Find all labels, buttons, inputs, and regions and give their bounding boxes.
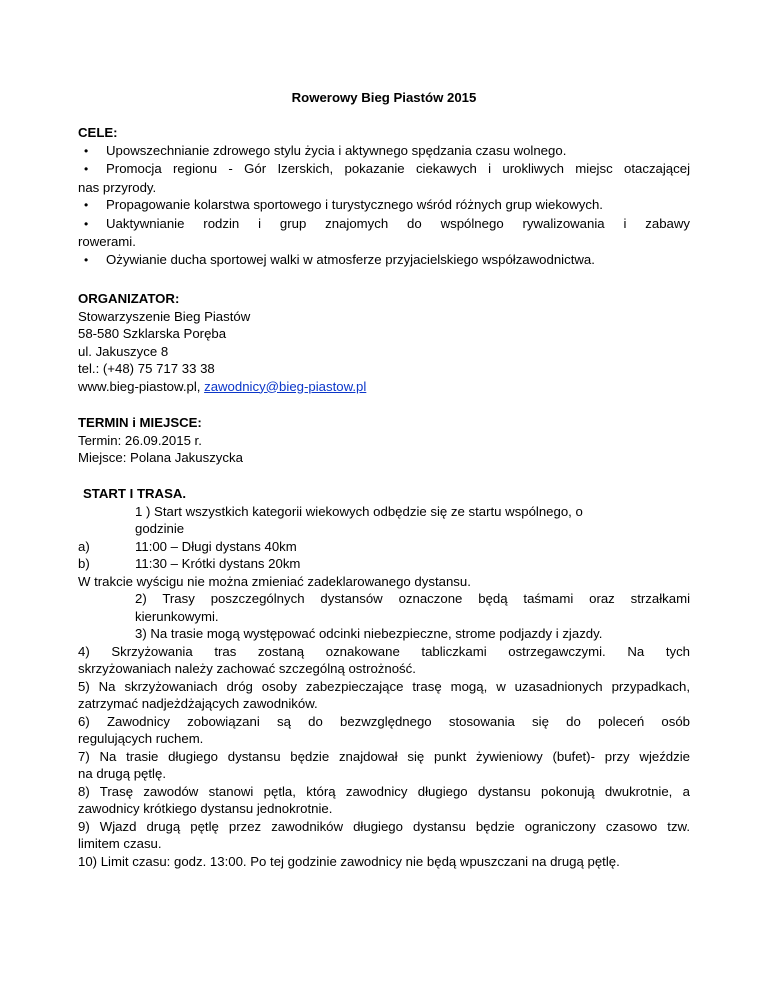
- list-item: [78, 160, 690, 179]
- list-item: [78, 196, 690, 215]
- bullet-icon: [78, 215, 106, 234]
- list-item: [78, 251, 690, 270]
- list-item-text: Propagowanie kolarstwa sportowego i turystycznego wśród różnych grup wiekowych.: [106, 197, 603, 212]
- start-p4-line2: skrzyżowaniach należy zachować szczególną ostrożność.: [78, 661, 416, 676]
- list-item-label: a): [78, 538, 90, 554]
- list-item-continuation: nas przyrody.: [78, 179, 157, 195]
- list-item-text: Ożywianie ducha sportowej walki w atmosferze przyjacielskiego współzawodnictwa.: [106, 251, 595, 267]
- start-p9-line2: limitem czasu.: [78, 836, 162, 851]
- start-p7-line2: na drugą pętlę.: [78, 766, 166, 781]
- organizator-section: [78, 290, 690, 395]
- start-p6-line2: regulujących ruchem.: [78, 731, 204, 746]
- start-p7-line1: 7) Na trasie długiego dystansu będzie znajdował się punkt żywieniowy (bufet)- przy wjeździe: [78, 748, 690, 764]
- bullet-icon: [78, 251, 106, 270]
- list-item-label: b): [78, 556, 90, 571]
- start-p8-line2: zawodnicy krótkiego dystansu jednokrotnie.: [78, 801, 333, 816]
- start-p6-line1: 6) Zawodnicy zobowiązani są do bezwzględnego stosowania się do poleceń osób: [78, 713, 690, 729]
- organizer-contact: [78, 378, 690, 396]
- organizer-website: www.bieg-piastow.pl,: [78, 378, 201, 394]
- start-p2-line2: kierunkowymi.: [135, 608, 219, 624]
- termin-section: [78, 414, 690, 467]
- list-item-text: Promocja regionu - Gór Izerskich, pokazanie ciekawych i urokliwych miejsc otaczającej: [106, 161, 690, 176]
- start-p1-line1: 1 ) Start wszystkich kategorii wiekowych odbędzie się ze startu wspólnego, o: [135, 503, 583, 519]
- document-title: Rowerowy Bieg Piastów 2015: [291, 90, 477, 105]
- list-item: [78, 555, 690, 573]
- start-p1-line2: godzinie: [135, 521, 185, 536]
- termin-heading: TERMIN i MIEJSCE:: [78, 415, 202, 430]
- start-p8-line1: 8) Trasę zawodów stanowi pętla, którą zawodnicy długiego dystansu pokonują dwukrotnie, a: [78, 783, 690, 799]
- organizer-address: 58-580 Szklarska Poręba: [78, 326, 227, 341]
- start-p9-line1: 9) Wjazd drugą pętlę przez zawodników długiego dystansu będzie ograniczony czasowo tzw.: [78, 818, 690, 834]
- list-item-continuation: rowerami.: [78, 234, 136, 249]
- bullet-icon: [78, 196, 106, 215]
- bullet-icon: [78, 142, 106, 161]
- organizator-heading: ORGANIZATOR:: [78, 291, 180, 306]
- list-item: [78, 215, 690, 234]
- list-item-text: Upowszechnianie zdrowego stylu życia i aktywnego spędzania czasu wolnego.: [106, 142, 567, 158]
- list-item: [78, 142, 690, 161]
- start-heading: START I TRASA.: [83, 486, 187, 501]
- start-p4-line1: 4) Skrzyżowania tras zostaną oznakowane tabliczkami ostrzegawczymi. Na tych: [78, 643, 690, 659]
- list-item: [78, 538, 690, 556]
- start-p10: 10) Limit czasu: godz. 13:00. Po tej godzinie zawodnicy nie będą wpuszczani na drugą pętlę.: [78, 853, 620, 869]
- termin-place: Miejsce: Polana Jakuszycka: [78, 450, 243, 465]
- organizer-phone: tel.: (+48) 75 717 33 38: [78, 361, 215, 376]
- list-item-text: 11:30 – Krótki dystans 20km: [135, 556, 301, 571]
- start-p2-line1: 2) Trasy poszczególnych dystansów oznaczone będą taśmami oraz strzałkami: [135, 591, 690, 606]
- bullet-icon: [78, 160, 106, 179]
- termin-date: Termin: 26.09.2015 r.: [78, 432, 202, 448]
- start-p3: 3) Na trasie mogą występować odcinki niebezpieczne, strome podjazdy i zjazdy.: [135, 626, 603, 641]
- list-item-text: Uaktywnianie rodzin i grup znajomych do wspólnego rywalizowania i zabawy: [106, 215, 690, 231]
- cele-heading: CELE:: [78, 125, 118, 140]
- organizer-email-link[interactable]: zawodnicy@bieg-piastow.pl: [204, 378, 367, 394]
- start-p5-line1: 5) Na skrzyżowaniach dróg osoby zabezpieczające trasę mogą, w uzasadnionych przypadkach,: [78, 678, 690, 694]
- organizer-street: ul. Jakuszyce 8: [78, 343, 169, 359]
- start-p5-line2: zatrzymać nadjeżdżających zawodników.: [78, 696, 318, 711]
- list-item-text: 11:00 – Długi dystans 40km: [135, 538, 297, 554]
- organizer-name: Stowarzyszenie Bieg Piastów: [78, 308, 251, 324]
- start-section: [78, 485, 690, 870]
- start-note: W trakcie wyścigu nie można zmieniać zadeklarowanego dystansu.: [78, 573, 471, 589]
- cele-section: [78, 124, 690, 269]
